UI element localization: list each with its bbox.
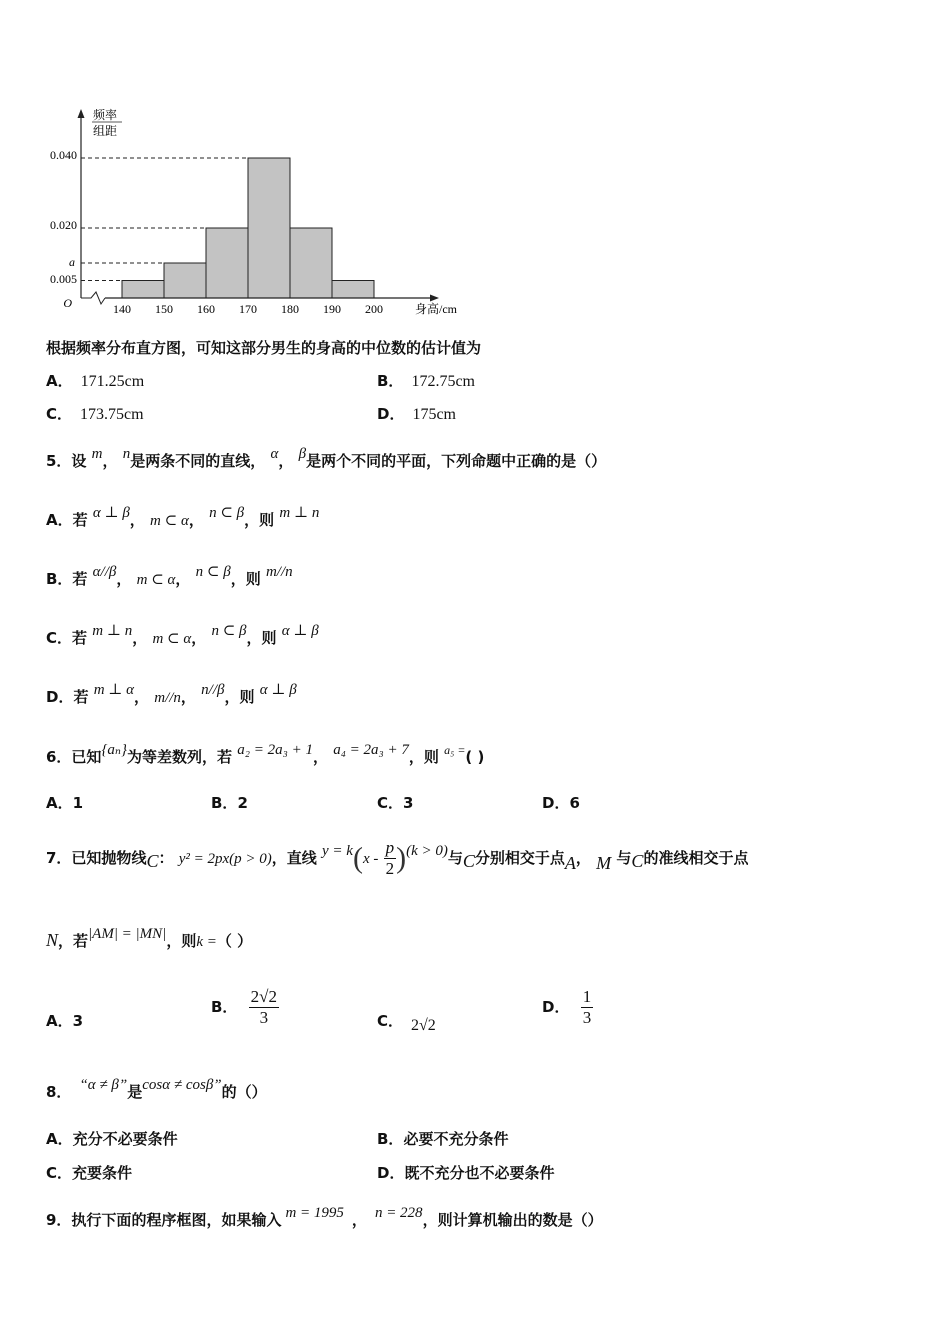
x-tick-label: 190 (323, 302, 341, 316)
option-value: 既不充分也不必要条件 (404, 1164, 555, 1182)
condition: n ⊂ β (211, 623, 247, 639)
q5-beta: β (298, 446, 307, 462)
axis-break-icon (81, 292, 105, 304)
condition: m ⊥ n (92, 623, 133, 639)
y-tick-label: a (69, 255, 75, 269)
y-label-top: 频率 (93, 108, 118, 122)
option-label: C． (377, 1012, 404, 1030)
conclusion: m//n (265, 564, 293, 580)
histogram-bar (164, 263, 206, 298)
q4-stem: 根据频率分布直方图，可知这部分男生的身高的中位数的估计值为 (46, 339, 482, 357)
option-label: B．若 (46, 570, 88, 588)
right-paren-icon: ) (396, 841, 407, 875)
option-label: A． (46, 794, 73, 812)
q6-option-b[interactable] (211, 792, 248, 813)
x-tick-label: 160 (197, 302, 215, 316)
x-tick-label: 150 (155, 302, 173, 316)
q5-option-b[interactable] (46, 564, 293, 589)
separator: ， (132, 629, 148, 647)
option-value: 充要条件 (72, 1164, 133, 1182)
separator: ， (116, 570, 132, 588)
q8-number: 8． (46, 1083, 72, 1101)
q8-condition2: cosα ≠ cosβ” (142, 1077, 222, 1093)
condition: m ⊂ α (150, 513, 189, 529)
q8-option-b[interactable] (377, 1128, 508, 1149)
separator: ， (134, 688, 150, 706)
separator: ， (180, 688, 196, 706)
histogram-bar (248, 158, 290, 298)
condition: m ⊥ α (93, 682, 134, 698)
condition: α//β (92, 564, 117, 580)
q7-parabola: y² = 2px(p > 0) (178, 851, 272, 867)
condition: n//β (201, 682, 225, 698)
q6-a5: a₅ = (444, 743, 466, 757)
q7-curve-C: C (462, 851, 475, 871)
then-text: ，则 (224, 688, 255, 706)
q6-option-a[interactable] (46, 792, 83, 813)
fraction (249, 987, 279, 1028)
q6-equation2: a₄ = 2a₃ + 7 (333, 742, 409, 758)
option-label: A． (46, 1012, 73, 1030)
option-value: 2√2 (411, 1017, 436, 1034)
q8-stem (46, 1077, 267, 1102)
q7-k-condition: (k > 0) (406, 843, 448, 859)
option-value: 173.75cm (80, 406, 144, 423)
option-label: A． (46, 1130, 73, 1148)
q7-number: 7．已知抛物线 (46, 849, 147, 867)
q7-option-d[interactable] (542, 987, 593, 1028)
q4-option-b[interactable] (377, 370, 475, 391)
separator: ， (188, 511, 204, 529)
q6-equation1: a₂ = 2a₃ + 1 (237, 742, 313, 758)
option-label: D． (377, 1164, 405, 1182)
q6-stem (46, 742, 485, 767)
q7-curve-C: C (631, 851, 644, 871)
condition: n ⊂ β (195, 564, 231, 580)
histogram-bar (290, 228, 332, 298)
separator: ， (129, 511, 145, 529)
q8-option-d[interactable] (377, 1162, 554, 1183)
q6-sequence: {aₙ} (101, 742, 128, 758)
option-value: 充分不必要条件 (72, 1130, 178, 1148)
origin-label: O (63, 296, 72, 310)
q5-option-a[interactable] (46, 505, 320, 530)
numerator: 1 (582, 987, 592, 1006)
option-value: 2 (237, 794, 248, 812)
q7-blank: （ ） (216, 932, 253, 950)
numerator: 2√2 (250, 987, 278, 1006)
y-label-bottom: 组距 (93, 124, 118, 138)
y-tick-label: 0.020 (50, 218, 77, 232)
q7-option-b[interactable] (211, 987, 279, 1028)
separator: ， (175, 570, 191, 588)
option-label: C． (46, 405, 73, 423)
q7-comma: ， (575, 849, 591, 867)
y-tick-label: 0.005 (50, 272, 77, 286)
option-label: B． (211, 794, 238, 812)
option-value: 3 (403, 794, 414, 812)
condition: m ⊂ α (136, 572, 176, 588)
q4-option-a[interactable] (46, 370, 144, 391)
q7-option-c[interactable] (377, 1010, 436, 1034)
q5-comma: ， (278, 452, 294, 470)
q7-p-over-2 (384, 838, 397, 879)
option-label: D．若 (46, 688, 89, 706)
option-value: 1 (72, 794, 84, 812)
q8-condition1: “α ≠ β” (79, 1077, 128, 1093)
y-axis-arrow (78, 109, 85, 118)
condition: m ⊂ α (152, 631, 192, 647)
x-tick-label: 200 (365, 302, 383, 316)
histogram-bar (332, 281, 374, 299)
q5-number: 5．设 (46, 452, 87, 470)
q5-comma: ， (102, 452, 118, 470)
fraction (581, 987, 594, 1028)
q6-option-d[interactable] (542, 792, 580, 813)
q6-text1: 为等差数列，若 (127, 748, 233, 766)
option-label: D． (542, 794, 570, 812)
then-text: ，则 (230, 570, 261, 588)
option-label: C． (46, 1164, 73, 1182)
q5-n: n (122, 446, 131, 462)
option-label: A．若 (46, 511, 88, 529)
option-label: C． (377, 794, 404, 812)
option-label: C．若 (46, 629, 88, 647)
option-label: B． (377, 1130, 404, 1148)
q7-curve-C: C (146, 851, 159, 871)
q9-n: n = 228 (374, 1205, 423, 1221)
q7-text6: ，若 (58, 932, 89, 950)
denominator: 2 (385, 859, 395, 878)
condition: α ⊥ β (92, 505, 130, 521)
option-label: B． (377, 372, 404, 390)
q8-option-c[interactable] (46, 1162, 132, 1183)
q7-text3: 分别相交于点 (474, 849, 565, 867)
y-tick-label: 0.040 (50, 148, 77, 162)
q6-number: 6．已知 (46, 748, 102, 766)
q6-text2: ，则 (408, 748, 439, 766)
conclusion: m ⊥ n (279, 505, 320, 521)
q6-blank: ( ) (465, 748, 485, 766)
option-value: 必要不充分条件 (403, 1130, 509, 1148)
q7-stem-line1 (46, 838, 748, 879)
q6-comma: ， (312, 748, 328, 766)
q9-comma: ， (351, 1211, 367, 1229)
q6-option-c[interactable] (377, 792, 413, 813)
q5-stem (46, 446, 607, 471)
q4-option-d[interactable] (377, 403, 456, 424)
q7-text7: ，则 (166, 932, 197, 950)
option-value: 175cm (412, 406, 456, 423)
option-value: 171.25cm (80, 373, 145, 390)
q7-line-pre: y = k (322, 843, 353, 859)
q9-number: 9．执行下面的程序框图，如果输入 (46, 1211, 282, 1229)
q7-k: k = (196, 934, 217, 950)
q9-m: m = 1995 (285, 1205, 344, 1221)
option-label: B． (211, 998, 238, 1016)
x-tick-label: 140 (113, 302, 131, 316)
histogram-bar (122, 281, 164, 299)
option-value: 172.75cm (411, 373, 475, 390)
separator: ， (191, 629, 207, 647)
q8-text1: 是 (127, 1083, 143, 1101)
histogram-bar (206, 228, 248, 298)
q7-point-N: N (46, 930, 59, 950)
q5-m: m (91, 446, 103, 462)
numerator: p (385, 838, 395, 857)
q7-text1: ，直线 (271, 849, 317, 867)
q7-point-A: A (564, 853, 576, 873)
q5-text1: 是两条不同的直线， (130, 452, 266, 470)
option-value: 3 (72, 1012, 84, 1030)
then-text: ，则 (246, 629, 277, 647)
q7-stem-line2 (46, 926, 253, 951)
denominator: 3 (259, 1008, 269, 1027)
option-label: D． (377, 405, 405, 423)
x-axis-label: 身高/cm (415, 302, 457, 316)
option-value: 6 (569, 794, 580, 812)
x-tick-label: 170 (239, 302, 257, 316)
q7-point-M: M (596, 853, 612, 873)
condition: n ⊂ β (209, 505, 245, 521)
q9-stem (46, 1205, 603, 1230)
q7-x-minus: x - (362, 851, 379, 867)
q5-text2: 是两个不同的平面，下列命题中正确的是（） (306, 452, 607, 470)
q7-text2: 与 (447, 849, 463, 867)
q4-option-c[interactable] (46, 403, 144, 424)
q5-option-c[interactable] (46, 623, 319, 648)
histogram (30, 105, 500, 320)
x-axis-arrow (430, 295, 439, 302)
condition: m//n (154, 690, 181, 706)
denominator: 3 (582, 1008, 592, 1027)
conclusion: α ⊥ β (281, 623, 319, 639)
q5-option-d[interactable] (46, 682, 297, 707)
q7-text4: 与 (616, 849, 632, 867)
q5-alpha: α (270, 446, 279, 462)
q7-text5: 的准线相交于点 (643, 849, 749, 867)
option-label: A． (46, 372, 73, 390)
histogram-bars (81, 158, 374, 298)
q8-text2: 的（） (221, 1083, 267, 1101)
option-label: D． (542, 998, 570, 1016)
q7-condition: |AM| = |MN| (88, 926, 167, 942)
q9-text: ，则计算机输出的数是（） (422, 1211, 603, 1229)
q8-option-a[interactable] (46, 1128, 178, 1149)
then-text: ，则 (244, 511, 275, 529)
left-paren-icon: ( (352, 841, 363, 875)
conclusion: α ⊥ β (259, 682, 297, 698)
q7-option-a[interactable] (46, 1010, 83, 1031)
q7-colon: ： (158, 849, 174, 867)
x-tick-label: 180 (281, 302, 299, 316)
